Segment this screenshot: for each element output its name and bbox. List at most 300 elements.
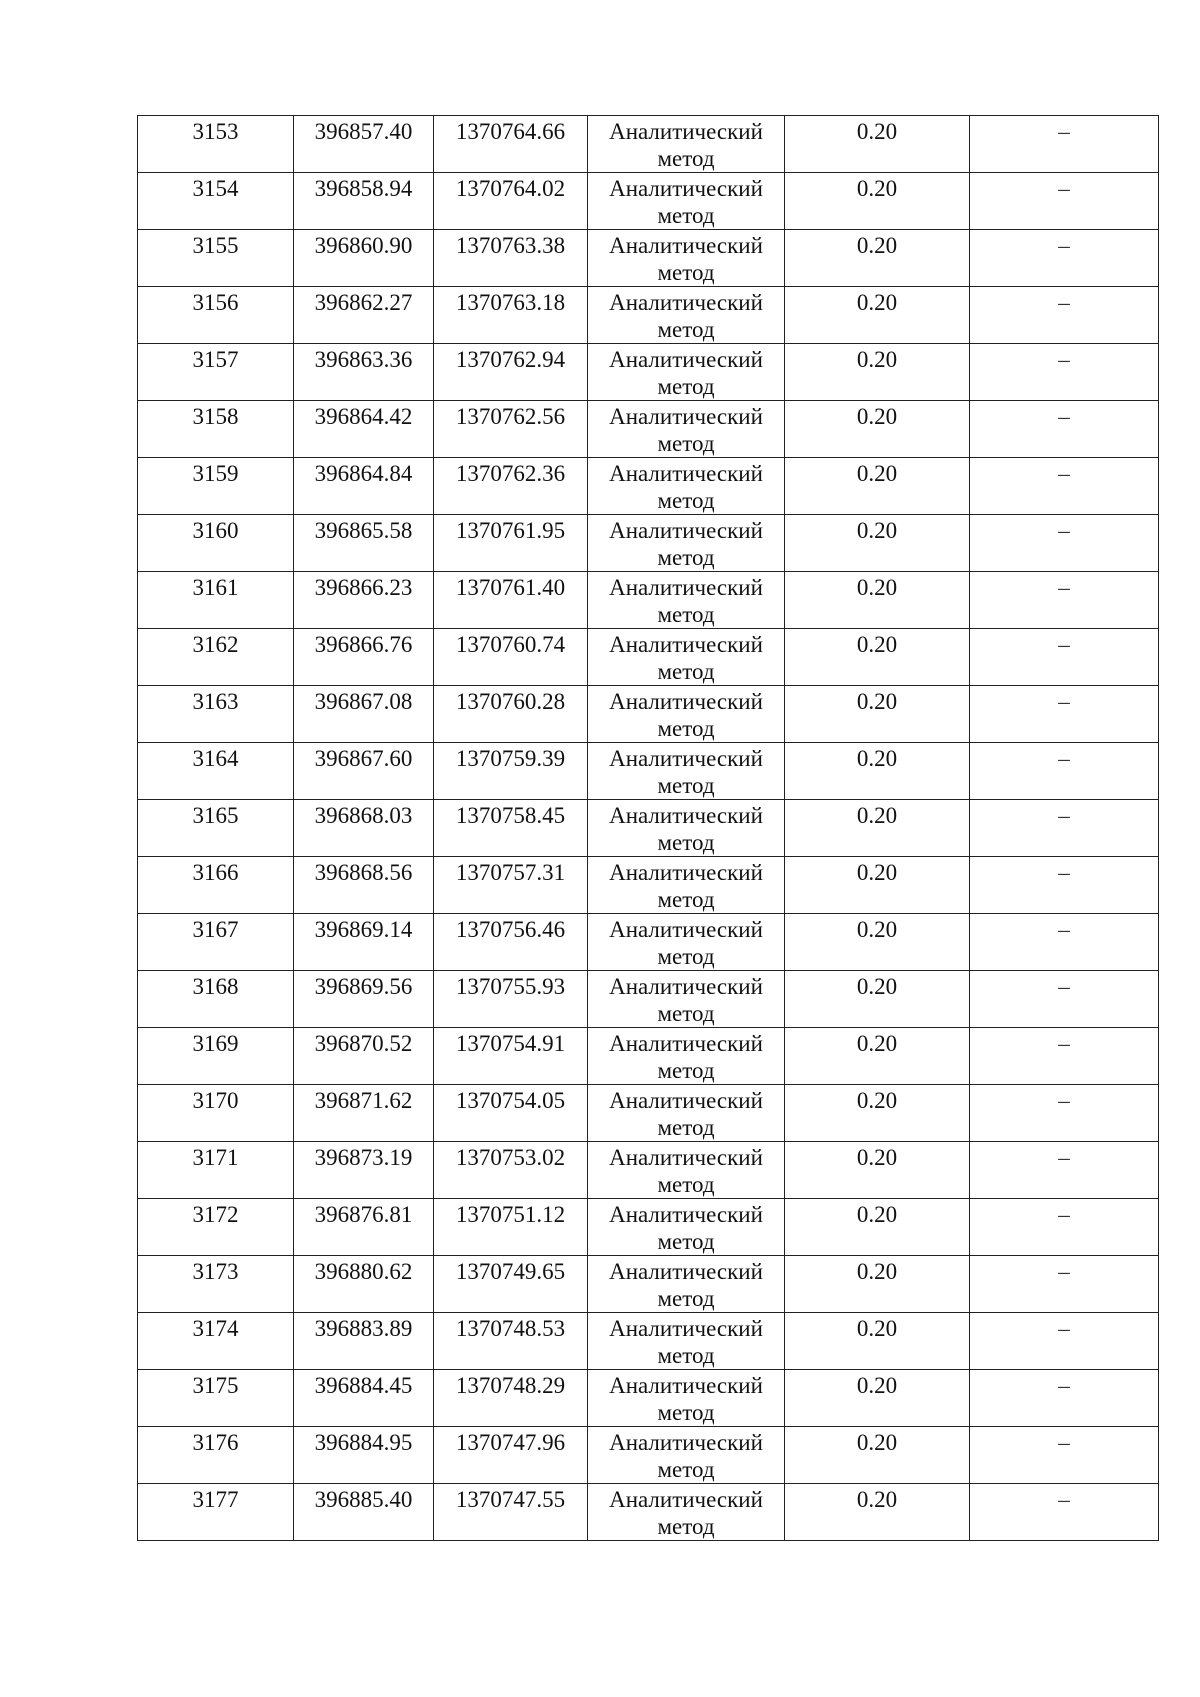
method-cell [588, 230, 785, 287]
accuracy-cell-text: 0.20 [856, 176, 898, 201]
method-cell-text: Аналитический метод [609, 1088, 763, 1140]
note-cell-text: – [1058, 860, 1070, 885]
y-coordinate-cell [434, 629, 588, 686]
accuracy-cell-text: 0.20 [856, 917, 898, 942]
point-number-cell-text: 3158 [192, 404, 239, 429]
point-number-cell [138, 1313, 294, 1370]
y-coordinate-cell [434, 1370, 588, 1427]
method-cell-text: Аналитический метод [609, 1373, 763, 1425]
y-coordinate-cell-text: 1370763.38 [455, 233, 566, 258]
accuracy-cell-text: 0.20 [856, 860, 898, 885]
accuracy-cell [785, 971, 970, 1028]
accuracy-cell [785, 743, 970, 800]
method-cell [588, 743, 785, 800]
method-cell [588, 1028, 785, 1085]
note-cell [970, 914, 1159, 971]
y-coordinate-cell [434, 1085, 588, 1142]
method-cell-text: Аналитический метод [609, 1259, 763, 1311]
point-number-cell-text: 3168 [192, 974, 239, 999]
note-cell [970, 1484, 1159, 1541]
accuracy-cell-text: 0.20 [856, 233, 898, 258]
y-coordinate-cell [434, 1313, 588, 1370]
x-coordinate-cell [294, 800, 434, 857]
y-coordinate-cell [434, 1199, 588, 1256]
table-row [138, 914, 1159, 971]
x-coordinate-cell [294, 743, 434, 800]
x-coordinate-cell [294, 173, 434, 230]
table-row [138, 1085, 1159, 1142]
note-cell-text: – [1058, 917, 1070, 942]
y-coordinate-cell [434, 572, 588, 629]
method-cell-text: Аналитический метод [609, 1316, 763, 1368]
note-cell [970, 629, 1159, 686]
x-coordinate-cell-text: 396862.27 [314, 290, 413, 315]
y-coordinate-cell-text: 1370756.46 [455, 917, 566, 942]
point-number-cell-text: 3167 [192, 917, 239, 942]
x-coordinate-cell-text: 396863.36 [314, 347, 413, 372]
point-number-cell-text: 3174 [192, 1316, 239, 1341]
x-coordinate-cell-text: 396867.60 [314, 746, 413, 771]
method-cell-text: Аналитический метод [609, 233, 763, 285]
y-coordinate-cell [434, 1256, 588, 1313]
accuracy-cell [785, 1028, 970, 1085]
note-cell-text: – [1058, 233, 1070, 258]
table-row [138, 1199, 1159, 1256]
x-coordinate-cell-text: 396870.52 [314, 1031, 413, 1056]
point-number-cell-text: 3162 [192, 632, 239, 657]
table-row [138, 401, 1159, 458]
y-coordinate-cell-text: 1370760.74 [455, 632, 566, 657]
method-cell-text: Аналитический метод [609, 119, 763, 171]
x-coordinate-cell [294, 1313, 434, 1370]
x-coordinate-cell [294, 230, 434, 287]
x-coordinate-cell-text: 396873.19 [314, 1145, 413, 1170]
table-row [138, 629, 1159, 686]
y-coordinate-cell [434, 287, 588, 344]
table-row [138, 1256, 1159, 1313]
table-row [138, 971, 1159, 1028]
y-coordinate-cell-text: 1370747.96 [455, 1430, 566, 1455]
x-coordinate-cell [294, 1427, 434, 1484]
point-number-cell [138, 287, 294, 344]
point-number-cell [138, 686, 294, 743]
note-cell-text: – [1058, 1487, 1070, 1512]
point-number-cell [138, 1085, 294, 1142]
accuracy-cell [785, 1370, 970, 1427]
point-number-cell-text: 3169 [192, 1031, 239, 1056]
note-cell-text: – [1058, 1031, 1070, 1056]
method-cell-text: Аналитический метод [609, 917, 763, 969]
note-cell [970, 1142, 1159, 1199]
table-row [138, 1313, 1159, 1370]
method-cell-text: Аналитический метод [609, 803, 763, 855]
table-row [138, 1427, 1159, 1484]
note-cell-text: – [1058, 632, 1070, 657]
note-cell-text: – [1058, 575, 1070, 600]
y-coordinate-cell [434, 458, 588, 515]
method-cell [588, 458, 785, 515]
note-cell-text: – [1058, 176, 1070, 201]
y-coordinate-cell-text: 1370747.55 [455, 1487, 566, 1512]
point-number-cell-text: 3177 [192, 1487, 239, 1512]
x-coordinate-cell-text: 396869.14 [314, 917, 413, 942]
x-coordinate-cell [294, 1142, 434, 1199]
x-coordinate-cell [294, 458, 434, 515]
point-number-cell [138, 572, 294, 629]
accuracy-cell-text: 0.20 [856, 119, 898, 144]
x-coordinate-cell [294, 1199, 434, 1256]
point-number-cell-text: 3165 [192, 803, 239, 828]
point-number-cell [138, 743, 294, 800]
y-coordinate-cell [434, 515, 588, 572]
note-cell [970, 173, 1159, 230]
table-row [138, 173, 1159, 230]
method-cell [588, 914, 785, 971]
accuracy-cell-text: 0.20 [856, 689, 898, 714]
accuracy-cell-text: 0.20 [856, 1202, 898, 1227]
point-number-cell [138, 344, 294, 401]
point-number-cell-text: 3161 [192, 575, 239, 600]
accuracy-cell-text: 0.20 [856, 1373, 898, 1398]
point-number-cell-text: 3172 [192, 1202, 239, 1227]
y-coordinate-cell [434, 686, 588, 743]
table-row [138, 1370, 1159, 1427]
x-coordinate-cell [294, 572, 434, 629]
y-coordinate-cell-text: 1370748.53 [455, 1316, 566, 1341]
y-coordinate-cell-text: 1370758.45 [455, 803, 566, 828]
table-row [138, 1142, 1159, 1199]
note-cell [970, 1085, 1159, 1142]
point-number-cell-text: 3154 [192, 176, 239, 201]
y-coordinate-cell [434, 401, 588, 458]
note-cell-text: – [1058, 1373, 1070, 1398]
x-coordinate-cell [294, 344, 434, 401]
note-cell-text: – [1058, 689, 1070, 714]
x-coordinate-cell-text: 396869.56 [314, 974, 413, 999]
y-coordinate-cell [434, 1142, 588, 1199]
y-coordinate-cell [434, 914, 588, 971]
accuracy-cell [785, 800, 970, 857]
y-coordinate-cell-text: 1370755.93 [455, 974, 566, 999]
point-number-cell [138, 971, 294, 1028]
x-coordinate-cell-text: 396883.89 [314, 1316, 413, 1341]
accuracy-cell [785, 515, 970, 572]
x-coordinate-cell [294, 401, 434, 458]
table-row [138, 116, 1159, 173]
method-cell [588, 686, 785, 743]
accuracy-cell [785, 1142, 970, 1199]
point-number-cell [138, 173, 294, 230]
method-cell-text: Аналитический метод [609, 1487, 763, 1539]
note-cell [970, 800, 1159, 857]
y-coordinate-cell-text: 1370753.02 [455, 1145, 566, 1170]
x-coordinate-cell [294, 287, 434, 344]
accuracy-cell-text: 0.20 [856, 803, 898, 828]
y-coordinate-cell [434, 800, 588, 857]
accuracy-cell-text: 0.20 [856, 746, 898, 771]
note-cell-text: – [1058, 803, 1070, 828]
note-cell [970, 1313, 1159, 1370]
accuracy-cell [785, 401, 970, 458]
method-cell [588, 1085, 785, 1142]
x-coordinate-cell [294, 1370, 434, 1427]
method-cell [588, 116, 785, 173]
point-number-cell-text: 3159 [192, 461, 239, 486]
accuracy-cell [785, 230, 970, 287]
accuracy-cell [785, 857, 970, 914]
accuracy-cell-text: 0.20 [856, 290, 898, 315]
note-cell [970, 458, 1159, 515]
x-coordinate-cell-text: 396884.45 [314, 1373, 413, 1398]
method-cell [588, 572, 785, 629]
point-number-cell [138, 1484, 294, 1541]
accuracy-cell [785, 344, 970, 401]
method-cell [588, 1256, 785, 1313]
x-coordinate-cell [294, 116, 434, 173]
table-row [138, 344, 1159, 401]
x-coordinate-cell-text: 396884.95 [314, 1430, 413, 1455]
note-cell-text: – [1058, 518, 1070, 543]
point-number-cell-text: 3164 [192, 746, 239, 771]
accuracy-cell [785, 629, 970, 686]
point-number-cell-text: 3171 [192, 1145, 239, 1170]
method-cell-text: Аналитический метод [609, 974, 763, 1026]
method-cell-text: Аналитический метод [609, 404, 763, 456]
point-number-cell-text: 3163 [192, 689, 239, 714]
point-number-cell-text: 3160 [192, 518, 239, 543]
point-number-cell [138, 914, 294, 971]
x-coordinate-cell [294, 515, 434, 572]
y-coordinate-cell-text: 1370764.02 [455, 176, 566, 201]
x-coordinate-cell-text: 396858.94 [314, 176, 413, 201]
method-cell [588, 971, 785, 1028]
accuracy-cell-text: 0.20 [856, 1316, 898, 1341]
accuracy-cell-text: 0.20 [856, 575, 898, 600]
y-coordinate-cell-text: 1370751.12 [455, 1202, 566, 1227]
x-coordinate-cell [294, 914, 434, 971]
point-number-cell-text: 3155 [192, 233, 239, 258]
x-coordinate-cell-text: 396860.90 [314, 233, 413, 258]
note-cell [970, 1370, 1159, 1427]
point-number-cell-text: 3157 [192, 347, 239, 372]
x-coordinate-cell-text: 396864.42 [314, 404, 413, 429]
x-coordinate-cell-text: 396880.62 [314, 1259, 413, 1284]
note-cell-text: – [1058, 1430, 1070, 1455]
note-cell-text: – [1058, 461, 1070, 486]
method-cell-text: Аналитический метод [609, 689, 763, 741]
table-row [138, 287, 1159, 344]
point-number-cell-text: 3175 [192, 1373, 239, 1398]
note-cell [970, 1256, 1159, 1313]
note-cell [970, 230, 1159, 287]
note-cell [970, 287, 1159, 344]
note-cell-text: – [1058, 404, 1070, 429]
accuracy-cell [785, 1085, 970, 1142]
x-coordinate-cell-text: 396864.84 [314, 461, 413, 486]
x-coordinate-cell-text: 396866.76 [314, 632, 413, 657]
point-number-cell [138, 857, 294, 914]
method-cell [588, 1427, 785, 1484]
method-cell [588, 800, 785, 857]
point-number-cell-text: 3166 [192, 860, 239, 885]
accuracy-cell-text: 0.20 [856, 518, 898, 543]
method-cell [588, 287, 785, 344]
method-cell [588, 1484, 785, 1541]
accuracy-cell [785, 1256, 970, 1313]
note-cell [970, 401, 1159, 458]
point-number-cell-text: 3173 [192, 1259, 239, 1284]
method-cell-text: Аналитический метод [609, 860, 763, 912]
method-cell [588, 515, 785, 572]
y-coordinate-cell-text: 1370761.95 [455, 518, 566, 543]
method-cell-text: Аналитический метод [609, 461, 763, 513]
x-coordinate-cell-text: 396868.03 [314, 803, 413, 828]
method-cell-text: Аналитический метод [609, 290, 763, 342]
y-coordinate-cell [434, 857, 588, 914]
method-cell-text: Аналитический метод [609, 1430, 763, 1482]
x-coordinate-cell-text: 396871.62 [314, 1088, 413, 1113]
table-row [138, 743, 1159, 800]
accuracy-cell [785, 686, 970, 743]
x-coordinate-cell [294, 971, 434, 1028]
y-coordinate-cell-text: 1370760.28 [455, 689, 566, 714]
point-number-cell-text: 3176 [192, 1430, 239, 1455]
point-number-cell [138, 515, 294, 572]
note-cell-text: – [1058, 1259, 1070, 1284]
note-cell [970, 1199, 1159, 1256]
x-coordinate-cell [294, 1256, 434, 1313]
point-number-cell [138, 800, 294, 857]
y-coordinate-cell-text: 1370764.66 [455, 119, 566, 144]
table-row [138, 458, 1159, 515]
accuracy-cell-text: 0.20 [856, 632, 898, 657]
y-coordinate-cell [434, 743, 588, 800]
note-cell-text: – [1058, 119, 1070, 144]
point-number-cell [138, 230, 294, 287]
table-row [138, 572, 1159, 629]
accuracy-cell [785, 1427, 970, 1484]
accuracy-cell [785, 173, 970, 230]
y-coordinate-cell-text: 1370754.05 [455, 1088, 566, 1113]
note-cell-text: – [1058, 746, 1070, 771]
y-coordinate-cell [434, 1484, 588, 1541]
note-cell [970, 344, 1159, 401]
point-number-cell [138, 629, 294, 686]
x-coordinate-cell [294, 857, 434, 914]
x-coordinate-cell [294, 686, 434, 743]
method-cell-text: Аналитический метод [609, 1202, 763, 1254]
accuracy-cell-text: 0.20 [856, 1088, 898, 1113]
y-coordinate-cell [434, 116, 588, 173]
x-coordinate-cell [294, 1085, 434, 1142]
note-cell [970, 971, 1159, 1028]
accuracy-cell [785, 1484, 970, 1541]
accuracy-cell-text: 0.20 [856, 1031, 898, 1056]
table-row [138, 1484, 1159, 1541]
note-cell [970, 857, 1159, 914]
x-coordinate-cell-text: 396867.08 [314, 689, 413, 714]
method-cell [588, 857, 785, 914]
y-coordinate-cell-text: 1370762.36 [455, 461, 566, 486]
x-coordinate-cell-text: 396885.40 [314, 1487, 413, 1512]
x-coordinate-cell-text: 396866.23 [314, 575, 413, 600]
point-number-cell [138, 1256, 294, 1313]
note-cell [970, 743, 1159, 800]
accuracy-cell [785, 116, 970, 173]
accuracy-cell [785, 1199, 970, 1256]
x-coordinate-cell-text: 396876.81 [314, 1202, 413, 1227]
x-coordinate-cell-text: 396865.58 [314, 518, 413, 543]
method-cell-text: Аналитический метод [609, 575, 763, 627]
point-number-cell [138, 1427, 294, 1484]
note-cell-text: – [1058, 1145, 1070, 1170]
y-coordinate-cell [434, 173, 588, 230]
note-cell [970, 116, 1159, 173]
table-row [138, 857, 1159, 914]
method-cell-text: Аналитический метод [609, 1031, 763, 1083]
accuracy-cell-text: 0.20 [856, 347, 898, 372]
accuracy-cell-text: 0.20 [856, 1487, 898, 1512]
method-cell [588, 1370, 785, 1427]
method-cell-text: Аналитический метод [609, 347, 763, 399]
accuracy-cell-text: 0.20 [856, 974, 898, 999]
method-cell-text: Аналитический метод [609, 1145, 763, 1197]
point-number-cell-text: 3170 [192, 1088, 239, 1113]
x-coordinate-cell [294, 1028, 434, 1085]
point-number-cell [138, 458, 294, 515]
y-coordinate-cell-text: 1370757.31 [455, 860, 566, 885]
y-coordinate-cell [434, 230, 588, 287]
table-row [138, 686, 1159, 743]
note-cell-text: – [1058, 290, 1070, 315]
y-coordinate-cell-text: 1370761.40 [455, 575, 566, 600]
y-coordinate-cell [434, 1028, 588, 1085]
note-cell [970, 572, 1159, 629]
y-coordinate-cell [434, 1427, 588, 1484]
table-row [138, 800, 1159, 857]
y-coordinate-cell-text: 1370749.65 [455, 1259, 566, 1284]
accuracy-cell [785, 572, 970, 629]
point-number-cell [138, 116, 294, 173]
y-coordinate-cell-text: 1370759.39 [455, 746, 566, 771]
accuracy-cell [785, 287, 970, 344]
note-cell [970, 1028, 1159, 1085]
x-coordinate-cell [294, 1484, 434, 1541]
note-cell-text: – [1058, 1088, 1070, 1113]
accuracy-cell-text: 0.20 [856, 1430, 898, 1455]
coordinates-table [137, 115, 1159, 1541]
point-number-cell [138, 401, 294, 458]
note-cell [970, 515, 1159, 572]
method-cell-text: Аналитический метод [609, 632, 763, 684]
coordinates-table-body [138, 116, 1159, 1541]
point-number-cell [138, 1199, 294, 1256]
point-number-cell-text: 3153 [192, 119, 239, 144]
accuracy-cell-text: 0.20 [856, 404, 898, 429]
point-number-cell [138, 1370, 294, 1427]
y-coordinate-cell [434, 971, 588, 1028]
accuracy-cell [785, 914, 970, 971]
method-cell [588, 401, 785, 458]
method-cell [588, 1313, 785, 1370]
note-cell-text: – [1058, 1316, 1070, 1341]
y-coordinate-cell-text: 1370754.91 [455, 1031, 566, 1056]
accuracy-cell [785, 458, 970, 515]
accuracy-cell-text: 0.20 [856, 1145, 898, 1170]
point-number-cell-text: 3156 [192, 290, 239, 315]
note-cell-text: – [1058, 347, 1070, 372]
y-coordinate-cell [434, 344, 588, 401]
